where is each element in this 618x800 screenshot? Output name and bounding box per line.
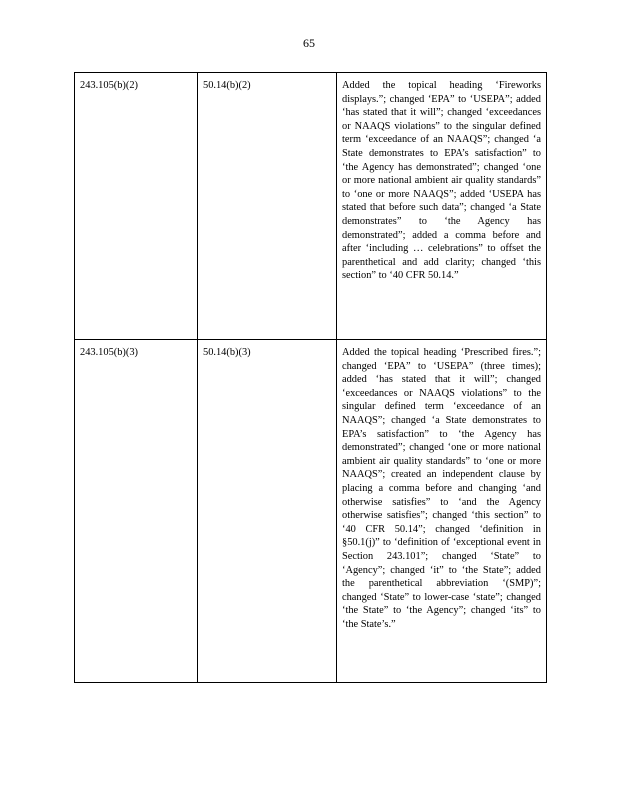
description-cell: Added the topical heading ‘Prescribed fires.”; changed ‘EPA” to ‘USEPA” (three times); added ‘has stated that it will”; changed ‘exceedances or NAAQS violations” to the singular defined term ‘exceedance of an NAAQS”; changed ‘a State demonstrates to EPA’s satisfaction” to ‘the Agency has demonstrated”; changed ‘one or more national ambient air quality standards” to ‘one or more NAAQS”; created an independent clause by placing a comma before and changing ‘and otherwise satisfies” to ‘and the Agency otherwise satisfies”; changed ‘this section” to ‘40 CFR 50.14”; changed ‘definition in §50.1(j)” to ‘definition of ‘exceptional event in Section 243.101”; changed ‘State” to ‘Agency”; changed ‘it” to ‘the State”; added the parenthetical abbreviation ‘(SMP)”; changed ‘State” to lower-case ‘state”; changed ‘the State” to ‘the Agency”; changed ‘its” to ‘the State’s.” (337, 340, 547, 683)
description-cell: Added the topical heading ‘Fireworks displays.”; changed ‘EPA” to ‘USEPA”; added ‘has stated that it will”; changed ‘exceedances or NAAQS violations” to the singular defined term ‘exceedance of an NAAQS”; changed ‘a State demonstrates to EPA’s satisfaction” to ‘the Agency has demonstrated”; changed ‘one or more national ambient air quality standards” to ‘one or more NAAQS”; added ‘USEPA has stated that before such data”; changed ‘a State demonstrates” to ‘the Agency has demonstrated”; added a comma before and after ‘including … celebrations” to offset the parenthetical and add clarity; changed ‘this section” to ‘40 CFR 50.14.” (337, 73, 547, 340)
page-number: 65 (303, 36, 315, 50)
section-cell: 243.105(b)(3) (75, 340, 198, 683)
table-row (75, 73, 547, 340)
table-row (75, 340, 547, 683)
cfr-cell: 50.14(b)(2) (198, 73, 337, 340)
section-cell: 243.105(b)(2) (75, 73, 198, 340)
cfr-cell: 50.14(b)(3) (198, 340, 337, 683)
comparison-table (74, 72, 547, 683)
